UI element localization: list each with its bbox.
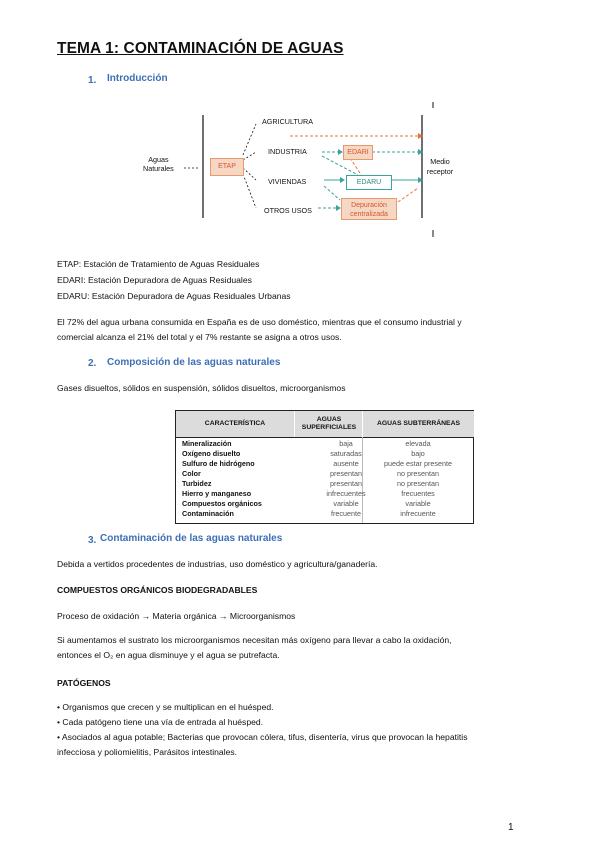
header-superficiales: SUPERFICIALES [301,424,357,431]
table-cell-subterranea: infrecuente [400,509,436,518]
table-cell-superficial: saturadas [330,449,362,458]
viviendas-label: VIVIENDAS [268,177,307,186]
water-flow-diagram [140,100,460,240]
composition-text: Gases disueltos, sólidos en suspensión, sólidos disueltos, microorganismos [57,383,346,393]
table-cell-subterranea: no presentan [397,469,439,478]
header-aguas: AGUAS [316,416,342,423]
aguas-label: Aguas [148,155,169,164]
table-cell-subterranea: no presentan [397,479,439,488]
sustrato-line-1: Si aumentamos el sustrato los microorganismos necesitan más oxígeno para llevar a cabo la oxidación, [57,635,452,645]
sustrato-paragraph [57,633,547,663]
medio-receptor-label [424,157,456,177]
list-item: • Cada patógeno tiene una vía de entrada al huésped. [57,717,264,727]
patogenos-heading: PATÓGENOS [57,678,111,688]
table-cell-superficial: presentan [330,469,362,478]
definition-edari: EDARI: Estación Depuradora de Aguas Residuales [57,275,252,285]
table-row-label: Turbidez [182,479,212,488]
table-cell-subterranea: elevada [405,439,431,448]
table-cell-superficial: variable [333,499,359,508]
table-cell-subterranea: puede estar presente [384,459,452,468]
section-2-heading: Composición de las aguas naturales [107,357,281,368]
oxidation-process: Proceso de oxidación → Materia orgánica → Microorganismos [57,611,296,621]
section-2-number: 2. [88,358,97,369]
table-cell-subterranea: variable [405,499,431,508]
edari-box: EDARI [343,145,373,160]
table-cell-superficial: frecuente [331,509,361,518]
section-3-heading: Contaminación de las aguas naturales [100,533,283,544]
table-row-label: Oxígeno disuelto [182,449,241,458]
section-1-number: 1. [88,75,97,86]
list-item: • Asociados al agua potable; Bacterias que provocan cólera, tifus, disentería, virus que provocan la hepatitis [57,732,468,742]
table-row-label: Color [182,469,201,478]
table-cell-superficial: ausente [333,459,359,468]
table-header-caracteristica: CARACTERÍSTICA [176,411,294,437]
depuracion-label: Depuración [351,202,387,209]
sustrato-line-2: entonces el O₂ en agua disminuye y el agua se putrefacta. [57,650,280,660]
table-header-subterraneas: AGUAS SUBTERRÁNEAS [362,411,474,437]
table-header-superficiales [294,411,363,437]
receptor-label: receptor [426,167,454,176]
table-row-label: Contaminación [182,509,234,518]
patogenos-list [57,700,552,760]
table-cell-superficial: infrecuentes [326,489,366,498]
aguas-naturales-label [143,155,174,173]
table-row-label: Sulfuro de hidrógeno [182,459,255,468]
definition-etap: ETAP: Estación de Tratamiento de Aguas Residuales [57,259,260,269]
centralizada-label: centralizada [350,211,388,218]
table-cell-superficial: presentan [330,479,362,488]
compuestos-heading: COMPUESTOS ORGÁNICOS BIODEGRADABLES [57,585,258,595]
characteristics-table [175,410,474,524]
page-number: 1 [508,822,514,833]
section-1-heading: Introducción [107,73,168,84]
agricultura-label: AGRICULTURA [262,117,313,126]
list-item-continuation: infecciosa y poliomielitis, Parásitos intestinales. [57,747,238,757]
intro-line-1: El 72% del agua urbana consumida en España es de uso doméstico, mientras que el consumo industrial y [57,317,462,327]
page-title: TEMA 1: CONTAMINACIÓN DE AGUAS [57,40,344,57]
table-row-label: Mineralización [182,439,232,448]
edaru-box: EDARU [346,175,392,190]
medio-label: Medio [430,157,450,166]
table-row-label: Hierro y manganeso [182,489,252,498]
naturales-label: Naturales [143,164,174,173]
intro-paragraph [57,315,547,345]
table-cell-superficial: baja [339,439,353,448]
table-row-label: Compuestos orgánicos [182,499,262,508]
etap-box: ETAP [210,158,244,176]
definition-edaru: EDARU: Estación Depuradora de Aguas Residuales Urbanas [57,291,291,301]
industria-label: INDUSTRIA [268,147,307,156]
table-header-rule [176,437,473,438]
list-item: • Organismos que crecen y se multiplican en el huésped. [57,702,274,712]
depuracion-box [341,198,397,220]
intro-line-2: comercial alcanza el 21% del total y el 7% restante se asigna a otros usos. [57,332,342,342]
table-cell-subterranea: bajo [411,449,425,458]
section-3-number: 3. [88,535,97,546]
table-cell-subterranea: frecuentes [401,489,435,498]
contamination-text: Debida a vertidos procedentes de industrias, uso doméstico y agricultura/ganadería. [57,559,378,569]
otros-usos-label: OTROS USOS [264,206,312,215]
